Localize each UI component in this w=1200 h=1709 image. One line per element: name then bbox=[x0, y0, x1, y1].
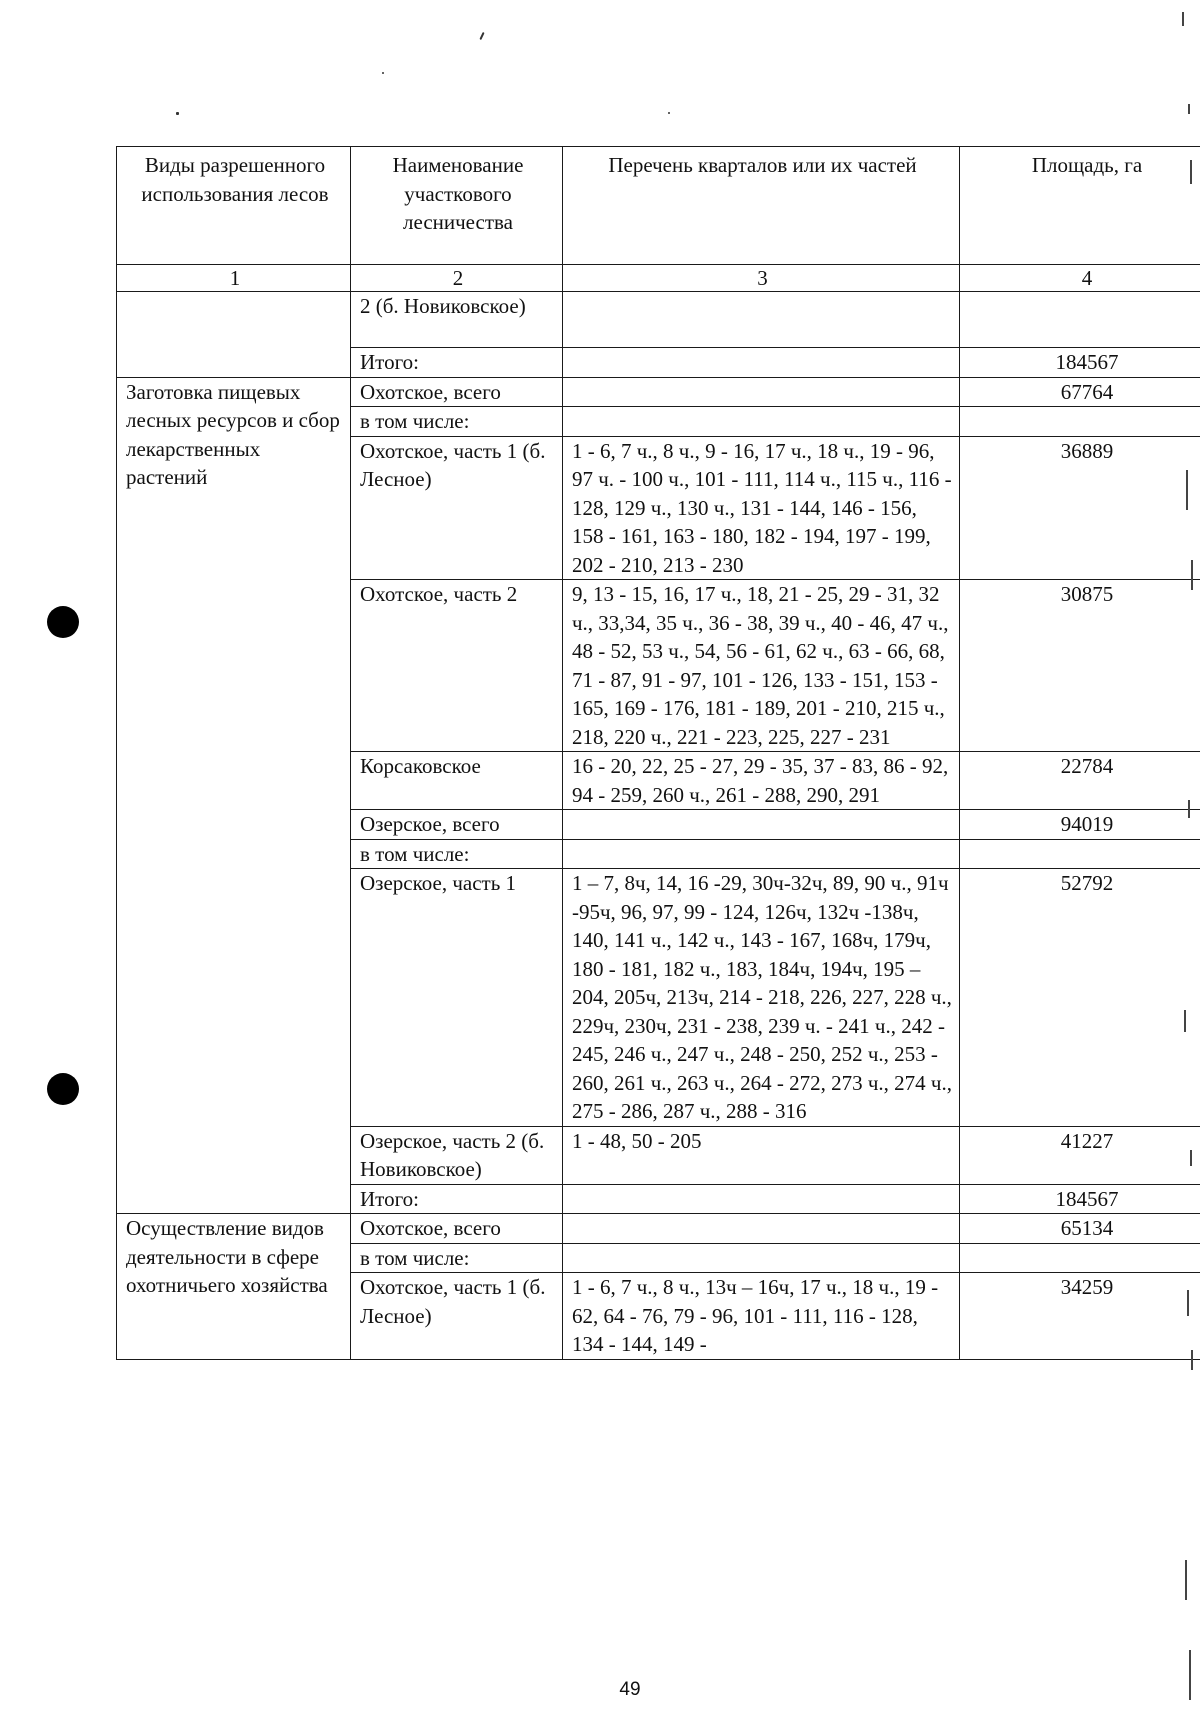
area-cell: 184567 bbox=[960, 1184, 1200, 1214]
forestry-cell: Озерское, всего bbox=[351, 810, 563, 840]
quarters-cell: 1 – 7, 8ч, 14, 16 -29, 30ч-32ч, 89, 90 ч., 91ч -95ч, 96, 97, 99 - 124, 126ч, 132ч -138ч, 140, 141 ч., 142 ч., 143 - 167, 168ч, 179ч, 180 - 181, 182 ч., 183, 184ч, 194ч, 195 – 204, 205ч, 213ч, 214 - 218, 226, 227, 228 ч., 229ч, 230ч, 231 - 238, 239 ч. - 241 ч., 242 - 245, 246 ч., 247 ч., 248 - 250, 252 ч., 253 - 260, 261 ч., 263 ч., 264 - 272, 273 ч., 274 ч., 275 - 286, 287 ч., 288 - 316 bbox=[563, 869, 960, 1127]
table-row bbox=[117, 1214, 1200, 1244]
header-forestry: Наименование участкового лесничества bbox=[351, 147, 563, 265]
scan-speck bbox=[668, 112, 670, 114]
area-cell: 36889 bbox=[960, 436, 1200, 580]
use-type-cell: Заготовка пищевых лесных ресурсов и сбор лекарственных растений bbox=[117, 377, 351, 1214]
header-area: Площадь, га bbox=[960, 147, 1200, 265]
quarters-cell: 9, 13 - 15, 16, 17 ч., 18, 21 - 25, 29 - 31, 32 ч., 33,34, 35 ч., 36 - 38, 39 ч., 40 - 46, 47 ч., 48 - 52, 53 ч., 54, 56 - 61, 62 ч., 63 - 66, 68, 71 - 87, 91 - 97, 101 - 126, 133 - 151, 153 - 165, 169 - 176, 181 - 189, 201 - 210, 215 ч., 218, 220 ч., 221 - 223, 225, 227 - 231 bbox=[563, 580, 960, 752]
forestry-cell: Охотское, часть 1 (б. Лесное) bbox=[351, 436, 563, 580]
column-numbers-row bbox=[117, 265, 1200, 292]
forestry-cell: 2 (б. Новиковское) bbox=[351, 292, 563, 348]
punch-hole-bottom bbox=[47, 1073, 79, 1105]
forestry-cell: в том числе: bbox=[351, 1243, 563, 1273]
scan-speck bbox=[176, 112, 179, 115]
column-number: 1 bbox=[117, 265, 351, 292]
quarters-cell: 1 - 6, 7 ч., 8 ч., 13ч – 16ч, 17 ч., 18 ч., 19 - 62, 64 - 76, 79 - 96, 101 - 111, 116 - 128, 134 - 144, 149 - bbox=[563, 1273, 960, 1360]
header-quarters: Перечень кварталов или их частей bbox=[563, 147, 960, 265]
area-cell: 184567 bbox=[960, 348, 1200, 378]
area-cell: 34259 bbox=[960, 1273, 1200, 1360]
quarters-cell bbox=[563, 348, 960, 378]
quarters-cell bbox=[563, 839, 960, 869]
area-cell: 65134 bbox=[960, 1214, 1200, 1244]
forestry-cell: Охотское, всего bbox=[351, 1214, 563, 1244]
area-cell bbox=[960, 839, 1200, 869]
quarters-cell bbox=[563, 810, 960, 840]
forestry-cell: Корсаковское bbox=[351, 752, 563, 810]
forestry-cell: Охотское, всего bbox=[351, 377, 563, 407]
column-number: 4 bbox=[960, 265, 1200, 292]
column-number: 2 bbox=[351, 265, 563, 292]
area-cell: 30875 bbox=[960, 580, 1200, 752]
forestry-cell: Итого: bbox=[351, 1184, 563, 1214]
punch-hole-top bbox=[47, 606, 79, 638]
area-cell bbox=[960, 407, 1200, 437]
page-number: 49 bbox=[619, 1679, 641, 1700]
forestry-cell: Итого: bbox=[351, 348, 563, 378]
forest-use-table bbox=[116, 146, 1200, 1360]
area-cell: 41227 bbox=[960, 1126, 1200, 1184]
scan-edge-marks bbox=[1182, 0, 1196, 1709]
forestry-cell: в том числе: bbox=[351, 407, 563, 437]
quarters-cell bbox=[563, 1184, 960, 1214]
quarters-cell: 1 - 48, 50 - 205 bbox=[563, 1126, 960, 1184]
forestry-cell: в том числе: bbox=[351, 839, 563, 869]
scan-speck bbox=[382, 72, 384, 74]
quarters-cell bbox=[563, 377, 960, 407]
quarters-cell bbox=[563, 1214, 960, 1244]
forestry-cell: Охотское, часть 2 bbox=[351, 580, 563, 752]
table-header-row bbox=[117, 147, 1200, 265]
area-cell bbox=[960, 292, 1200, 348]
scan-speck bbox=[479, 32, 484, 40]
forestry-cell: Охотское, часть 1 (б. Лесное) bbox=[351, 1273, 563, 1360]
table-row bbox=[117, 292, 1200, 348]
use-type-cell: Осуществление видов деятельности в сфере охотничьего хозяйства bbox=[117, 1214, 351, 1360]
header-use-type: Виды разрешенного использования лесов bbox=[117, 147, 351, 265]
quarters-cell: 16 - 20, 22, 25 - 27, 29 - 35, 37 - 83, 86 - 92, 94 - 259, 260 ч., 261 - 288, 290, 291 bbox=[563, 752, 960, 810]
quarters-cell bbox=[563, 292, 960, 348]
forestry-cell: Озерское, часть 1 bbox=[351, 869, 563, 1127]
quarters-cell bbox=[563, 1243, 960, 1273]
use-type-cell bbox=[117, 292, 351, 378]
quarters-cell bbox=[563, 407, 960, 437]
column-number: 3 bbox=[563, 265, 960, 292]
area-cell: 94019 bbox=[960, 810, 1200, 840]
quarters-cell: 1 - 6, 7 ч., 8 ч., 9 - 16, 17 ч., 18 ч., 19 - 96, 97 ч. - 100 ч., 101 - 111, 114 ч., 115 ч., 116 - 128, 129 ч., 130 ч., 131 - 144, 146 - 156, 158 - 161, 163 - 180, 182 - 194, 197 - 199, 202 - 210, 213 - 230 bbox=[563, 436, 960, 580]
area-cell: 22784 bbox=[960, 752, 1200, 810]
area-cell: 67764 bbox=[960, 377, 1200, 407]
area-cell: 52792 bbox=[960, 869, 1200, 1127]
table-row bbox=[117, 377, 1200, 407]
area-cell bbox=[960, 1243, 1200, 1273]
forestry-cell: Озерское, часть 2 (б. Новиковское) bbox=[351, 1126, 563, 1184]
